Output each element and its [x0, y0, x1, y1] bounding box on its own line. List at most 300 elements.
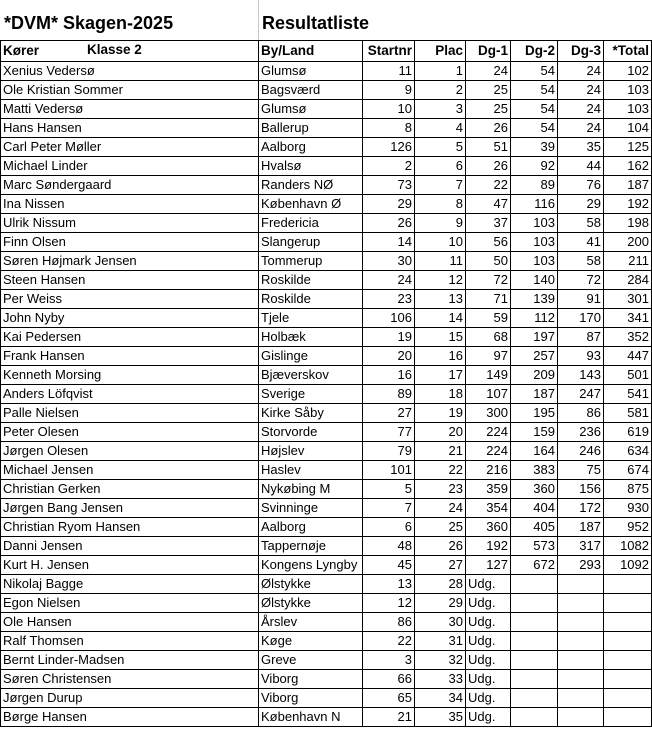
driver-city: Glumsø: [259, 100, 363, 119]
day1-score: 216: [466, 461, 511, 480]
start-number: 2: [363, 157, 415, 176]
day1-score: 26: [466, 119, 511, 138]
placement: 10: [415, 233, 466, 252]
start-number: 89: [363, 385, 415, 404]
day2-score: 164: [511, 442, 558, 461]
placement: 14: [415, 309, 466, 328]
placement: 28: [415, 575, 466, 594]
total-score: 352: [604, 328, 652, 347]
driver-city: København N: [259, 708, 363, 727]
table-row: [1, 670, 652, 689]
table-row: [1, 309, 652, 328]
start-number: 73: [363, 176, 415, 195]
day2-score: 140: [511, 271, 558, 290]
day2-score: 404: [511, 499, 558, 518]
total-score: 187: [604, 176, 652, 195]
start-number: 79: [363, 442, 415, 461]
day3-score: 247: [558, 385, 604, 404]
day1-score: 56: [466, 233, 511, 252]
table-row: [1, 214, 652, 233]
header-total: *Total: [604, 41, 652, 62]
header-start: Startnr: [363, 41, 415, 62]
start-number: 20: [363, 347, 415, 366]
driver-city: Roskilde: [259, 290, 363, 309]
driver-name: Finn Olsen: [1, 233, 259, 252]
total-score: [604, 594, 652, 613]
placement: 2: [415, 81, 466, 100]
driver-name: Frank Hansen: [1, 347, 259, 366]
day2-score: [511, 689, 558, 708]
placement: 9: [415, 214, 466, 233]
day3-score: 58: [558, 252, 604, 271]
start-number: 5: [363, 480, 415, 499]
driver-name: Michael Linder: [1, 157, 259, 176]
table-row: [1, 119, 652, 138]
day1-score: 300: [466, 404, 511, 423]
day2-score: [511, 613, 558, 632]
start-number: 86: [363, 613, 415, 632]
day3-score: [558, 613, 604, 632]
total-score: 930: [604, 499, 652, 518]
driver-city: Tjele: [259, 309, 363, 328]
start-number: 3: [363, 651, 415, 670]
day3-score: 87: [558, 328, 604, 347]
day2-score: 209: [511, 366, 558, 385]
driver-name: Christian Gerken: [1, 480, 259, 499]
day2-score: 89: [511, 176, 558, 195]
day2-score: 112: [511, 309, 558, 328]
total-score: 103: [604, 100, 652, 119]
table-row: [1, 632, 652, 651]
placement: 24: [415, 499, 466, 518]
start-number: 19: [363, 328, 415, 347]
day3-score: 44: [558, 157, 604, 176]
day1-score: 24: [466, 62, 511, 81]
driver-name: Danni Jensen: [1, 537, 259, 556]
placement: 23: [415, 480, 466, 499]
start-number: 29: [363, 195, 415, 214]
driver-city: Højslev: [259, 442, 363, 461]
day3-score: 236: [558, 423, 604, 442]
placement: 22: [415, 461, 466, 480]
table-row: [1, 708, 652, 727]
placement: 12: [415, 271, 466, 290]
table-row: [1, 271, 652, 290]
day2-score: [511, 575, 558, 594]
table-row: [1, 81, 652, 100]
placement: 30: [415, 613, 466, 632]
day3-score: 72: [558, 271, 604, 290]
driver-name: Per Weiss: [1, 290, 259, 309]
table-row: [1, 442, 652, 461]
day2-score: 103: [511, 252, 558, 271]
day2-score: 573: [511, 537, 558, 556]
driver-name: Kenneth Morsing: [1, 366, 259, 385]
placement: 33: [415, 670, 466, 689]
table-row: [1, 594, 652, 613]
table-row: [1, 366, 652, 385]
placement: 15: [415, 328, 466, 347]
driver-name: Michael Jensen: [1, 461, 259, 480]
day1-score: 224: [466, 423, 511, 442]
total-score: 125: [604, 138, 652, 157]
day2-score: 195: [511, 404, 558, 423]
table-row: [1, 233, 652, 252]
driver-city: Ølstykke: [259, 594, 363, 613]
placement: 8: [415, 195, 466, 214]
header-city: By/Land: [259, 41, 363, 62]
day2-score: 139: [511, 290, 558, 309]
total-score: 341: [604, 309, 652, 328]
start-number: 22: [363, 632, 415, 651]
driver-name: Peter Olesen: [1, 423, 259, 442]
day3-score: [558, 594, 604, 613]
day1-score: 47: [466, 195, 511, 214]
driver-city: Bagsværd: [259, 81, 363, 100]
day2-score: 197: [511, 328, 558, 347]
start-number: 27: [363, 404, 415, 423]
day3-score: 86: [558, 404, 604, 423]
total-score: 162: [604, 157, 652, 176]
placement: 5: [415, 138, 466, 157]
placement: 31: [415, 632, 466, 651]
driver-name: Ulrik Nissum: [1, 214, 259, 233]
day3-score: 75: [558, 461, 604, 480]
placement: 18: [415, 385, 466, 404]
driver-name: Søren Højmark Jensen: [1, 252, 259, 271]
driver-city: Kirke Såby: [259, 404, 363, 423]
day1-score: 25: [466, 81, 511, 100]
driver-name: Ralf Thomsen: [1, 632, 259, 651]
table-row: [1, 689, 652, 708]
day3-score: 24: [558, 62, 604, 81]
event-title: *DVM* Skagen-2025: [4, 13, 174, 33]
day1-score: 97: [466, 347, 511, 366]
day3-score: 58: [558, 214, 604, 233]
driver-name: Carl Peter Møller: [1, 138, 259, 157]
header-place: Plac: [415, 41, 466, 62]
start-number: 26: [363, 214, 415, 233]
driver-name: Jørgen Bang Jensen: [1, 499, 259, 518]
day2-score: 159: [511, 423, 558, 442]
results-body: [1, 62, 652, 727]
day3-score: [558, 575, 604, 594]
day1-score: 354: [466, 499, 511, 518]
driver-city: Tommerup: [259, 252, 363, 271]
start-number: 7: [363, 499, 415, 518]
day3-score: 24: [558, 119, 604, 138]
total-score: [604, 708, 652, 727]
day3-score: [558, 651, 604, 670]
placement: 3: [415, 100, 466, 119]
total-score: [604, 575, 652, 594]
day3-score: 170: [558, 309, 604, 328]
table-row: [1, 157, 652, 176]
start-number: 126: [363, 138, 415, 157]
day3-score: 143: [558, 366, 604, 385]
table-row: [1, 537, 652, 556]
total-score: [604, 670, 652, 689]
total-score: 581: [604, 404, 652, 423]
start-number: 77: [363, 423, 415, 442]
start-number: 12: [363, 594, 415, 613]
day2-score: 257: [511, 347, 558, 366]
placement: 6: [415, 157, 466, 176]
table-row: [1, 556, 652, 575]
placement: 17: [415, 366, 466, 385]
total-score: 1082: [604, 537, 652, 556]
driver-name: Palle Nielsen: [1, 404, 259, 423]
day1-score: Udg.: [466, 689, 511, 708]
day3-score: 24: [558, 81, 604, 100]
total-score: 104: [604, 119, 652, 138]
day1-score: 359: [466, 480, 511, 499]
start-number: 14: [363, 233, 415, 252]
start-number: 8: [363, 119, 415, 138]
placement: 25: [415, 518, 466, 537]
table-row: [1, 575, 652, 594]
total-score: 619: [604, 423, 652, 442]
placement: 7: [415, 176, 466, 195]
day1-score: 149: [466, 366, 511, 385]
table-row: [1, 480, 652, 499]
day3-score: [558, 689, 604, 708]
start-number: 10: [363, 100, 415, 119]
driver-name: Christian Ryom Hansen: [1, 518, 259, 537]
placement: 21: [415, 442, 466, 461]
total-score: 200: [604, 233, 652, 252]
placement: 20: [415, 423, 466, 442]
header-dg2: Dg-2: [511, 41, 558, 62]
day2-score: 360: [511, 480, 558, 499]
table-row: [1, 62, 652, 81]
start-number: 30: [363, 252, 415, 271]
header-row: [1, 41, 652, 62]
day1-score: 37: [466, 214, 511, 233]
driver-city: Hvalsø: [259, 157, 363, 176]
table-row: [1, 252, 652, 271]
total-score: 1092: [604, 556, 652, 575]
table-row: [1, 347, 652, 366]
day2-score: [511, 708, 558, 727]
driver-city: Bjæverskov: [259, 366, 363, 385]
driver-city: Storvorde: [259, 423, 363, 442]
day1-score: Udg.: [466, 651, 511, 670]
table-row: [1, 518, 652, 537]
driver-name: Ina Nissen: [1, 195, 259, 214]
table-row: [1, 290, 652, 309]
day2-score: 54: [511, 119, 558, 138]
day3-score: [558, 708, 604, 727]
day3-score: 24: [558, 100, 604, 119]
driver-name: Jørgen Olesen: [1, 442, 259, 461]
driver-name: Kai Pedersen: [1, 328, 259, 347]
day3-score: 172: [558, 499, 604, 518]
table-row: [1, 195, 652, 214]
total-score: 634: [604, 442, 652, 461]
day3-score: [558, 632, 604, 651]
total-score: [604, 689, 652, 708]
day1-score: Udg.: [466, 632, 511, 651]
total-score: 501: [604, 366, 652, 385]
driver-name: Ole Hansen: [1, 613, 259, 632]
day1-score: 59: [466, 309, 511, 328]
driver-name: Steen Hansen: [1, 271, 259, 290]
day1-score: 51: [466, 138, 511, 157]
start-number: 24: [363, 271, 415, 290]
day3-score: 246: [558, 442, 604, 461]
day1-score: Udg.: [466, 575, 511, 594]
table-row: [1, 613, 652, 632]
driver-name: Anders Löfqvist: [1, 385, 259, 404]
day1-score: 71: [466, 290, 511, 309]
total-score: 198: [604, 214, 652, 233]
header-class-label: Klasse 2: [87, 42, 142, 57]
placement: 34: [415, 689, 466, 708]
placement: 27: [415, 556, 466, 575]
driver-city: Svinninge: [259, 499, 363, 518]
day1-score: Udg.: [466, 613, 511, 632]
start-number: 106: [363, 309, 415, 328]
day2-score: [511, 594, 558, 613]
driver-city: Greve: [259, 651, 363, 670]
driver-name: Jørgen Durup: [1, 689, 259, 708]
day3-score: 41: [558, 233, 604, 252]
total-score: 447: [604, 347, 652, 366]
driver-city: København Ø: [259, 195, 363, 214]
driver-city: Sverige: [259, 385, 363, 404]
day2-score: 187: [511, 385, 558, 404]
total-score: 284: [604, 271, 652, 290]
total-score: 875: [604, 480, 652, 499]
driver-city: Holbæk: [259, 328, 363, 347]
driver-city: Haslev: [259, 461, 363, 480]
driver-city: Viborg: [259, 689, 363, 708]
day2-score: 54: [511, 81, 558, 100]
day3-score: 317: [558, 537, 604, 556]
day3-score: 156: [558, 480, 604, 499]
start-number: 101: [363, 461, 415, 480]
driver-name: Hans Hansen: [1, 119, 259, 138]
placement: 29: [415, 594, 466, 613]
driver-name: Kurt H. Jensen: [1, 556, 259, 575]
start-number: 65: [363, 689, 415, 708]
table-row: [1, 423, 652, 442]
table-row: [1, 100, 652, 119]
day2-score: 54: [511, 62, 558, 81]
driver-city: Fredericia: [259, 214, 363, 233]
start-number: 9: [363, 81, 415, 100]
start-number: 23: [363, 290, 415, 309]
day3-score: 35: [558, 138, 604, 157]
placement: 35: [415, 708, 466, 727]
driver-city: Køge: [259, 632, 363, 651]
day2-score: 116: [511, 195, 558, 214]
total-score: 192: [604, 195, 652, 214]
driver-name: Søren Christensen: [1, 670, 259, 689]
driver-city: Glumsø: [259, 62, 363, 81]
total-score: [604, 632, 652, 651]
driver-name: Matti Vedersø: [1, 100, 259, 119]
day2-score: [511, 670, 558, 689]
day1-score: 50: [466, 252, 511, 271]
day2-score: 103: [511, 214, 558, 233]
table-row: [1, 461, 652, 480]
day2-score: [511, 632, 558, 651]
driver-city: Tappernøje: [259, 537, 363, 556]
start-number: 6: [363, 518, 415, 537]
title-bar: [0, 0, 652, 41]
day1-score: Udg.: [466, 670, 511, 689]
driver-name: John Nyby: [1, 309, 259, 328]
header-dg1: Dg-1: [466, 41, 511, 62]
total-score: 674: [604, 461, 652, 480]
placement: 13: [415, 290, 466, 309]
driver-name: Egon Nielsen: [1, 594, 259, 613]
day2-score: 405: [511, 518, 558, 537]
day2-score: [511, 651, 558, 670]
day1-score: 26: [466, 157, 511, 176]
driver-city: Nykøbing M: [259, 480, 363, 499]
day1-score: 68: [466, 328, 511, 347]
table-row: [1, 651, 652, 670]
driver-city: Aalborg: [259, 518, 363, 537]
total-score: 102: [604, 62, 652, 81]
day1-score: 360: [466, 518, 511, 537]
day2-score: 92: [511, 157, 558, 176]
total-score: 211: [604, 252, 652, 271]
day2-score: 383: [511, 461, 558, 480]
driver-name: Nikolaj Bagge: [1, 575, 259, 594]
placement: 11: [415, 252, 466, 271]
day1-score: Udg.: [466, 708, 511, 727]
day1-score: 192: [466, 537, 511, 556]
driver-city: Ballerup: [259, 119, 363, 138]
header-driver-label: Kører: [3, 43, 40, 58]
day3-score: 93: [558, 347, 604, 366]
start-number: 16: [363, 366, 415, 385]
driver-name: Marc Søndergaard: [1, 176, 259, 195]
day3-score: 76: [558, 176, 604, 195]
placement: 26: [415, 537, 466, 556]
day3-score: 187: [558, 518, 604, 537]
header-dg3: Dg-3: [558, 41, 604, 62]
total-score: [604, 613, 652, 632]
placement: 4: [415, 119, 466, 138]
list-title: Resultatliste: [262, 13, 370, 33]
driver-city: Aalborg: [259, 138, 363, 157]
day2-score: 54: [511, 100, 558, 119]
driver-name: Ole Kristian Sommer: [1, 81, 259, 100]
table-row: [1, 328, 652, 347]
total-score: 301: [604, 290, 652, 309]
table-row: [1, 404, 652, 423]
total-score: [604, 651, 652, 670]
driver-city: Ølstykke: [259, 575, 363, 594]
driver-name: Xenius Vedersø: [1, 62, 259, 81]
start-number: 45: [363, 556, 415, 575]
day2-score: 39: [511, 138, 558, 157]
start-number: 21: [363, 708, 415, 727]
day1-score: 127: [466, 556, 511, 575]
placement: 32: [415, 651, 466, 670]
driver-name: Børge Hansen: [1, 708, 259, 727]
driver-city: Gislinge: [259, 347, 363, 366]
placement: 16: [415, 347, 466, 366]
day3-score: [558, 670, 604, 689]
header-driver: [1, 41, 259, 62]
day1-score: 224: [466, 442, 511, 461]
